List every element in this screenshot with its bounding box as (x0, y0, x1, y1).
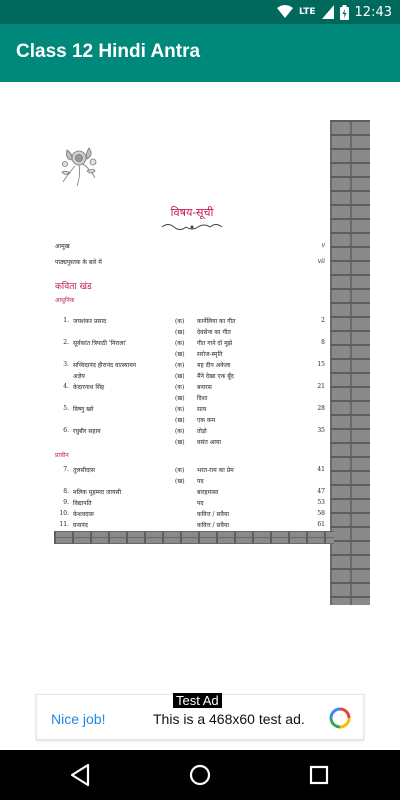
toc-number: 9. (63, 499, 69, 506)
subsection-modern: आधुनिक (55, 297, 75, 304)
toc-page: 28 (317, 405, 325, 412)
toc-row (55, 394, 325, 405)
toc-number: 6. (63, 427, 69, 434)
toc-page: 61 (317, 521, 325, 528)
network-label: LTE (298, 7, 316, 17)
toc-poet: सच्चिदानंद हीरानंद वात्स्यायन (73, 362, 137, 369)
toc-part: (ख) (175, 329, 185, 336)
toc-row (55, 339, 325, 350)
toc-row (55, 328, 325, 339)
toc-number: 1. (63, 317, 69, 324)
toc-row (55, 361, 325, 372)
toc-front-matter-1 (55, 242, 325, 254)
toc-row (55, 383, 325, 394)
toc-row (55, 317, 325, 328)
toc-poet: जयशंकर प्रसाद (73, 318, 107, 325)
toc-poet: रघुबीर सहाय (73, 428, 101, 435)
toc-part: (क) (175, 428, 185, 435)
toc-label: आमुख (55, 243, 70, 250)
toc-poem: तोड़ो (197, 428, 207, 435)
signal-icon (322, 5, 334, 19)
toc-number: 10. (59, 510, 69, 517)
toc-part: (ख) (175, 439, 185, 446)
ad-logo-icon (329, 707, 351, 729)
pdf-viewer[interactable] (0, 82, 400, 684)
toc-row (55, 427, 325, 438)
app-bar (0, 24, 400, 82)
status-bar (0, 0, 400, 24)
toc-poet: विद्यापति (73, 500, 92, 507)
toc-poet: अज्ञेय (73, 373, 85, 380)
clock: 12:43 (354, 4, 392, 20)
ad-container (0, 684, 400, 750)
ad-headline: Nice job! (51, 711, 106, 727)
toc-part: (ख) (175, 417, 185, 424)
toc-number: 4. (63, 383, 69, 390)
recents-icon[interactable] (306, 762, 332, 788)
toc-poem: पद (197, 500, 204, 507)
section-title: कविता खंड (55, 282, 92, 292)
toc-number: 11. (59, 521, 69, 528)
toc-page: 47 (317, 488, 325, 495)
toc-page: 58 (317, 510, 325, 517)
toc-page: 35 (317, 427, 325, 434)
wifi-icon (277, 5, 293, 19)
toc-page: 2 (321, 317, 325, 324)
toc-front-matter-2 (55, 258, 325, 270)
toc-row (55, 438, 325, 449)
toc-part: (क) (175, 384, 185, 391)
toc-number: 7. (63, 466, 69, 473)
toc-number: 2. (63, 339, 69, 346)
toc-page: 8 (321, 339, 325, 346)
toc-number: 3. (63, 361, 69, 368)
toc-row (55, 488, 325, 499)
toc-page: 21 (317, 383, 325, 390)
toc-page: 53 (317, 499, 325, 506)
toc-page: 15 (317, 361, 325, 368)
toc-part: (क) (175, 340, 185, 347)
toc-label: पाठ्यपुस्तक के बारे में (55, 259, 102, 266)
toc-row (55, 405, 325, 416)
toc-row (55, 477, 325, 488)
brick-border-horizontal (54, 531, 334, 544)
toc-poem: कवित्त / सवैया (197, 511, 229, 518)
toc-part: (क) (175, 318, 185, 325)
ornament-divider-icon (160, 222, 224, 232)
toc-poem: सत्य (197, 406, 207, 413)
ad-banner[interactable] (36, 694, 364, 740)
toc-row (55, 350, 325, 361)
toc-poet: विष्णु खरे (73, 406, 94, 413)
toc-page: vii (317, 258, 325, 265)
toc-part: (क) (175, 406, 185, 413)
toc-row (55, 416, 325, 427)
toc-poem: बारहमासा (197, 489, 219, 496)
toc-poet: केदारनाथ सिंह (73, 384, 105, 391)
toc-poem: कार्नेलिया का गीत (197, 318, 236, 325)
toc-poem: एक कम (197, 417, 216, 424)
toc-poem: भरत-राम का प्रेम (197, 467, 234, 474)
toc-poem: गीत गाने दो मुझे (197, 340, 233, 347)
toc-poem: बनारस (197, 384, 212, 391)
subsection-ancient: प्राचीन (55, 452, 69, 459)
toc-row (55, 372, 325, 383)
toc-number: 8. (63, 488, 69, 495)
flower-illustration-icon (53, 140, 103, 190)
book-page (50, 120, 370, 570)
toc-row (55, 521, 325, 532)
toc-part: (क) (175, 362, 185, 369)
navigation-bar (0, 750, 400, 800)
toc-poet: सूर्यकांत त्रिपाठी 'निराला' (73, 340, 127, 347)
app-title: Class 12 Hindi Antra (16, 41, 201, 62)
battery-icon (340, 5, 349, 20)
toc-poet: घनानंद (73, 522, 88, 529)
ad-label: Test Ad (173, 693, 222, 708)
toc-heading: विषय-सूची (170, 206, 214, 219)
toc-part: (ख) (175, 395, 185, 402)
toc-poem: दिशा (197, 395, 208, 402)
status-icons (277, 0, 392, 24)
toc-poet: मलिक मुहम्मद जायसी (73, 489, 122, 496)
toc-row (55, 466, 325, 477)
toc-number: 5. (63, 405, 69, 412)
toc-part: (ख) (175, 478, 185, 485)
toc-poet: तुलसीदास (73, 467, 95, 474)
back-icon[interactable] (68, 762, 94, 788)
toc-poet: केशवदास (73, 511, 94, 518)
toc-page: v (321, 242, 325, 249)
toc-poem: वसंत आया (197, 439, 221, 446)
toc-part: (क) (175, 467, 185, 474)
brick-border-vertical (330, 120, 370, 605)
ad-body: This is a 468x60 test ad. (153, 711, 305, 727)
toc-page: 41 (317, 466, 325, 473)
toc-poem: मैंने देखा एक बूँद (197, 373, 234, 380)
toc-row (55, 499, 325, 510)
toc-poem: यह दीप अकेला (197, 362, 231, 369)
toc-poem: पद (197, 478, 204, 485)
toc-row (55, 510, 325, 521)
toc-part: (ख) (175, 373, 185, 380)
toc-poem: देवसेना का गीत (197, 329, 231, 336)
toc-poem: कवित्त / सवैया (197, 522, 229, 529)
toc-poem: सरोज-स्मृति (197, 351, 223, 358)
home-icon[interactable] (187, 762, 213, 788)
toc-part: (ख) (175, 351, 185, 358)
